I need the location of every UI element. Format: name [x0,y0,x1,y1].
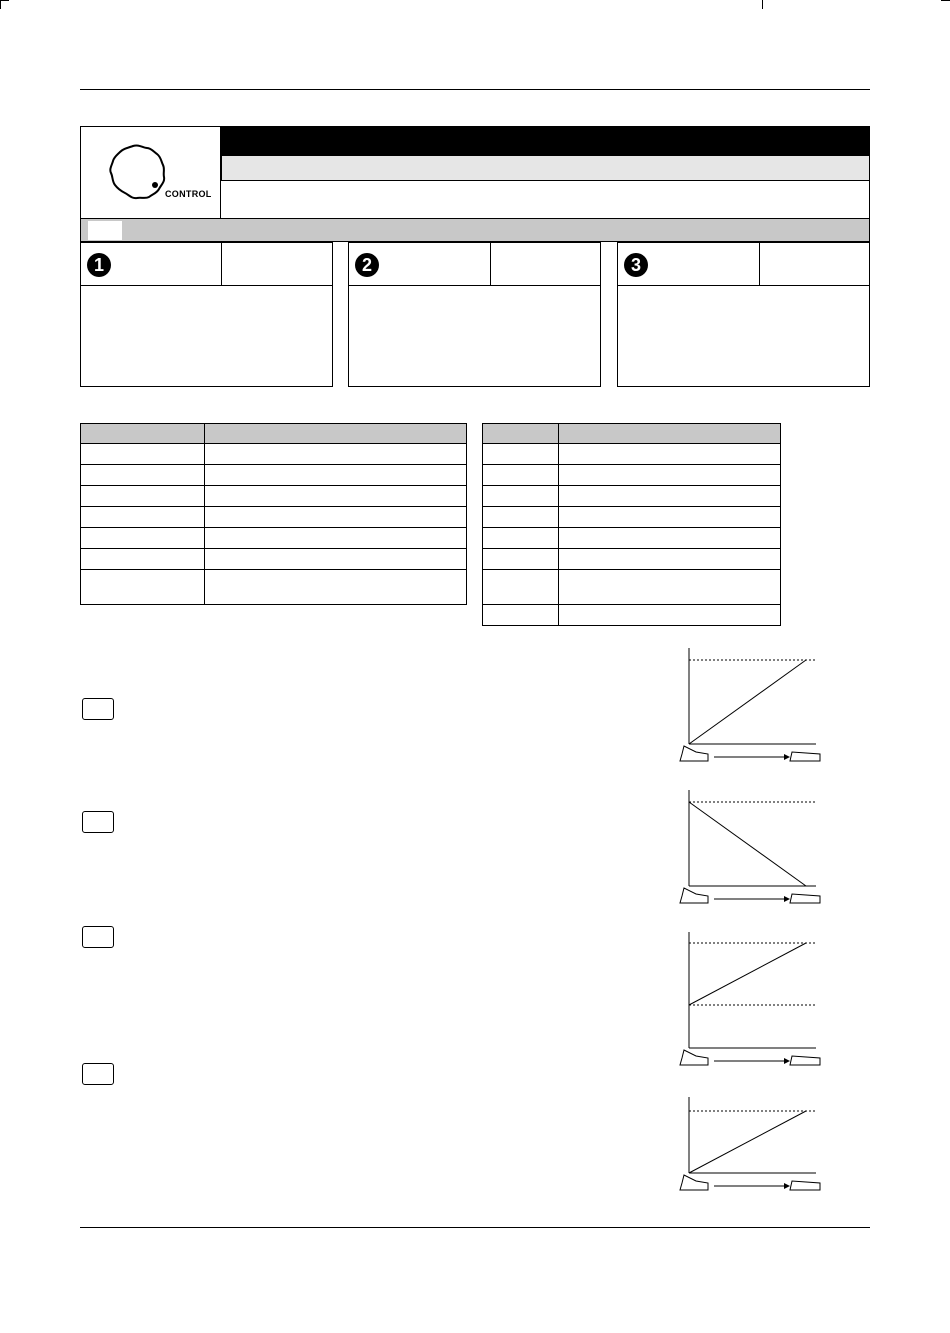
table-cell [483,465,559,486]
module-type-bar [221,156,870,181]
table-cell [483,507,559,528]
graph-response-line [689,802,806,886]
table-header-cell [559,424,781,444]
table-cell [205,549,467,570]
right-parameter-table [482,423,781,626]
param-panel-1 [80,242,333,387]
table-cell [559,444,781,465]
param-number-badge: 2 [355,253,379,277]
table-cell [205,570,467,605]
pedal-graph-1 [676,648,826,768]
table-cell [81,507,205,528]
param-panel-head [81,243,332,286]
table-header-cell [81,424,205,444]
module-title-bar [221,126,870,156]
param-panel-head [349,243,600,286]
table-cell [559,465,781,486]
table-row [81,507,467,528]
knob-cell [80,126,221,219]
table-cell [81,444,205,465]
mode-key-3 [82,926,114,948]
graph-response-line [689,1111,806,1173]
param-number-badge: 3 [624,253,648,277]
crop-mark-top-right [941,0,950,1]
table-cell [205,507,467,528]
table-cell [205,486,467,507]
table-row [81,465,467,486]
pedal-up-icon [680,1175,708,1190]
knob-outline [110,145,164,198]
table-header-cell [483,424,559,444]
table-row [81,486,467,507]
table-row [483,528,781,549]
pedal-down-icon [790,1181,820,1190]
table-cell [205,444,467,465]
table-header-row [483,424,781,444]
table-cell [559,549,781,570]
graph-arrow-head [784,896,790,902]
table-row [483,486,781,507]
table-cell [559,507,781,528]
pedal-graph-4 [676,1097,826,1197]
table-cell [559,486,781,507]
table-cell [81,570,205,605]
table-row [81,444,467,465]
pedal-down-icon [790,894,820,903]
table-row [483,444,781,465]
module-description-bar [221,181,870,219]
mode-key-2 [82,811,114,833]
graph-arrow-head [784,754,790,760]
table-header-row [81,424,467,444]
left-parameter-table [80,423,467,605]
graph-arrow-head [784,1183,790,1189]
table-cell [559,570,781,605]
param-panel-head [618,243,869,286]
table-row [483,465,781,486]
knob-label: CONTROL [165,189,212,199]
table-cell [483,444,559,465]
crop-mark-top-left-h [0,0,9,1]
table-cell [483,570,559,605]
table-cell [81,486,205,507]
pedal-down-icon [790,1056,820,1065]
table-cell [205,465,467,486]
knob-dot [152,182,158,188]
table-cell [483,486,559,507]
pedal-graph-3 [676,932,826,1072]
table-row [483,549,781,570]
graph-arrow-head [784,1058,790,1064]
pedal-up-icon [680,1050,708,1065]
table-cell [559,528,781,549]
pedal-down-icon [790,752,820,761]
table-cell [205,528,467,549]
param-panel-3 [617,242,870,387]
table-cell [483,528,559,549]
control-knob-icon [81,127,222,220]
pedal-graph-2 [676,790,826,910]
crop-mark-top-mid [762,0,763,9]
table-row [81,549,467,570]
param-divider [221,243,222,286]
table-row [81,528,467,549]
graph-response-line [689,660,806,744]
table-row [483,570,781,605]
table-cell [81,465,205,486]
pedal-up-icon [680,888,708,903]
table-row [483,605,781,626]
table-cell [483,549,559,570]
table-cell [483,605,559,626]
table-row [483,507,781,528]
mode-key-1 [82,698,114,720]
table-cell [81,549,205,570]
param-divider [759,243,760,286]
footer-rule [80,1227,870,1228]
parameter-strip [80,219,870,242]
parameter-strip-tab [88,221,122,240]
graph-response-line [689,943,806,1005]
table-cell [559,605,781,626]
param-panel-2 [348,242,601,387]
param-number-badge: 1 [87,253,111,277]
table-cell [81,528,205,549]
param-divider [490,243,491,286]
pedal-up-icon [680,746,708,761]
header-rule [80,89,870,90]
mode-key-4 [82,1063,114,1085]
table-row [81,570,467,605]
table-header-cell [205,424,467,444]
crop-mark-top-left [0,0,1,9]
